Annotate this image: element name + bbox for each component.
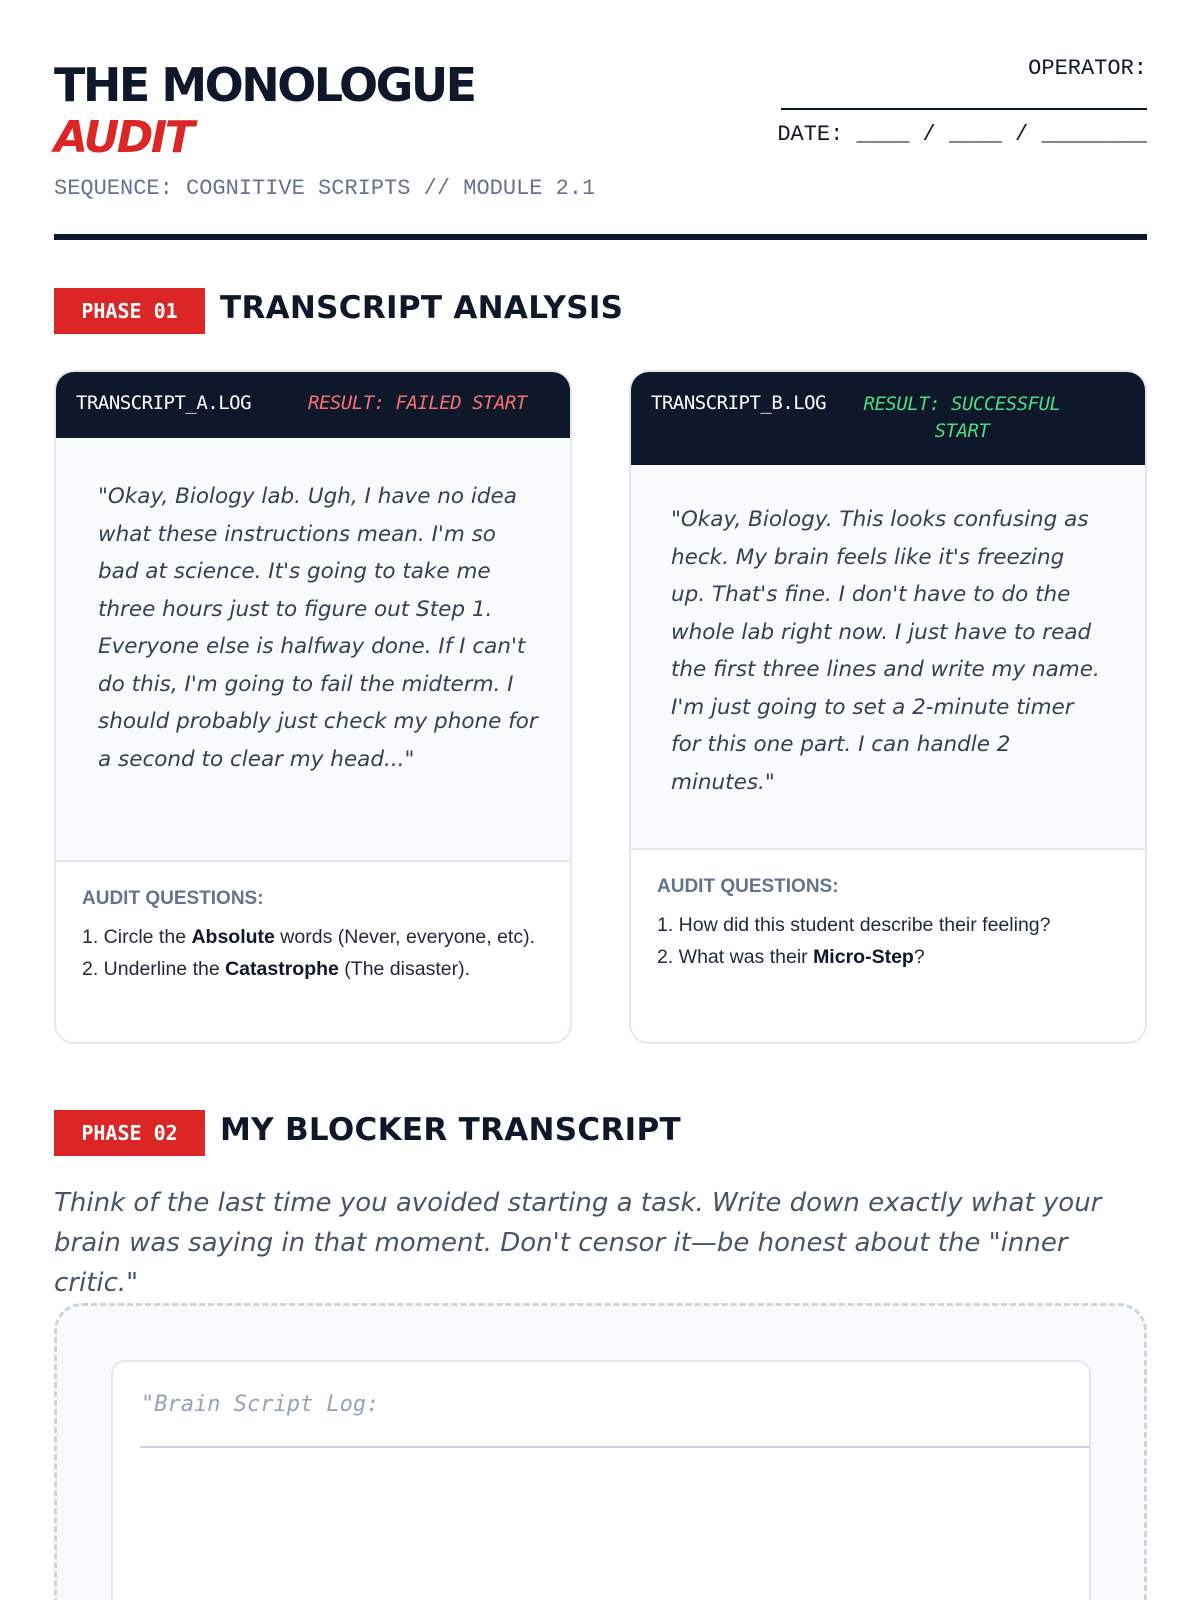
- transcript-b-card: [629, 370, 1147, 1044]
- transcript-a-header: [56, 372, 570, 438]
- brain-script-log-container: [54, 1303, 1147, 1600]
- transcript-b-filename: TRANSCRIPT_B.LOG: [651, 392, 827, 414]
- phase-2-badge: PHASE 02: [54, 1110, 205, 1156]
- audit-question-2: 2. Underline the Catastrophe (The disaster).: [82, 958, 470, 980]
- audit-question-1: 1. How did this student describe their feeling?: [657, 914, 1051, 936]
- audit-question-2: 2. What was their Micro-Step?: [657, 946, 925, 968]
- transcript-b-result: RESULT: SUCCESSFUL START: [863, 393, 1061, 442]
- phase-2-instructions: Think of the last time you avoided starting a task. Write down exactly what your brain was saying in that moment. Don't censor it—be honest about the "inner critic.": [54, 1188, 1102, 1298]
- phase-2-title: MY BLOCKER TRANSCRIPT: [220, 1112, 681, 1148]
- transcript-a-audit: [56, 862, 570, 982]
- operator-label: OPERATOR:: [1028, 56, 1147, 81]
- audit-question-1: 1. Circle the Absolute words (Never, everyone, etc).: [82, 926, 535, 948]
- phase-1-title: TRANSCRIPT ANALYSIS: [220, 290, 624, 326]
- title-line-2: AUDIT: [54, 112, 193, 163]
- worksheet-page: [54, 0, 1147, 1600]
- operator-field[interactable]: [781, 108, 1147, 110]
- transcript-a-quote-area: [56, 438, 570, 862]
- transcript-a-result: RESULT: FAILED START: [308, 392, 527, 414]
- transcript-a-filename: TRANSCRIPT_A.LOG: [76, 392, 252, 414]
- transcript-b-quote: "Okay, Biology. This looks confusing as heck. My brain feels like it's freezing up. That's fine. I don't have to do the whole lab right now. I just have to read the first three lines and write my name. I'm just going to set a 2-minute timer for this one part. I can handle 2 minutes.": [671, 507, 1100, 795]
- sequence-label: SEQUENCE: COGNITIVE SCRIPTS // MODULE 2.1: [54, 176, 596, 201]
- audit-questions-label: AUDIT QUESTIONS:: [657, 876, 839, 897]
- transcript-a-card: [54, 370, 572, 1044]
- title-line-1: THE MONOLOGUE: [54, 58, 475, 112]
- transcript-b-quote-area: [631, 465, 1145, 850]
- log-writing-line: [140, 1446, 1090, 1448]
- brain-script-log-input[interactable]: [111, 1360, 1091, 1600]
- transcript-b-header: [631, 372, 1145, 465]
- phase-1-badge: PHASE 01: [54, 288, 205, 334]
- log-placeholder: "Brain Script Log:: [141, 1392, 380, 1417]
- transcript-a-quote: "Okay, Biology lab. Ugh, I have no idea what these instructions mean. I'm so bad at science. It's going to take me three hours just to figure out Step 1. Everyone else is halfway done. If I can't do this, I'm going to fail the midterm. I should probably just check my phone for a second to clear my head...": [98, 484, 538, 772]
- header: [54, 56, 1147, 242]
- phase-1-header: [54, 288, 1147, 334]
- phase-2-header: [54, 1110, 1147, 1156]
- transcript-b-audit: [631, 850, 1145, 970]
- date-field[interactable]: DATE: ____ / ____ / ________: [777, 122, 1147, 147]
- header-divider: [54, 234, 1147, 240]
- audit-questions-label: AUDIT QUESTIONS:: [82, 888, 264, 909]
